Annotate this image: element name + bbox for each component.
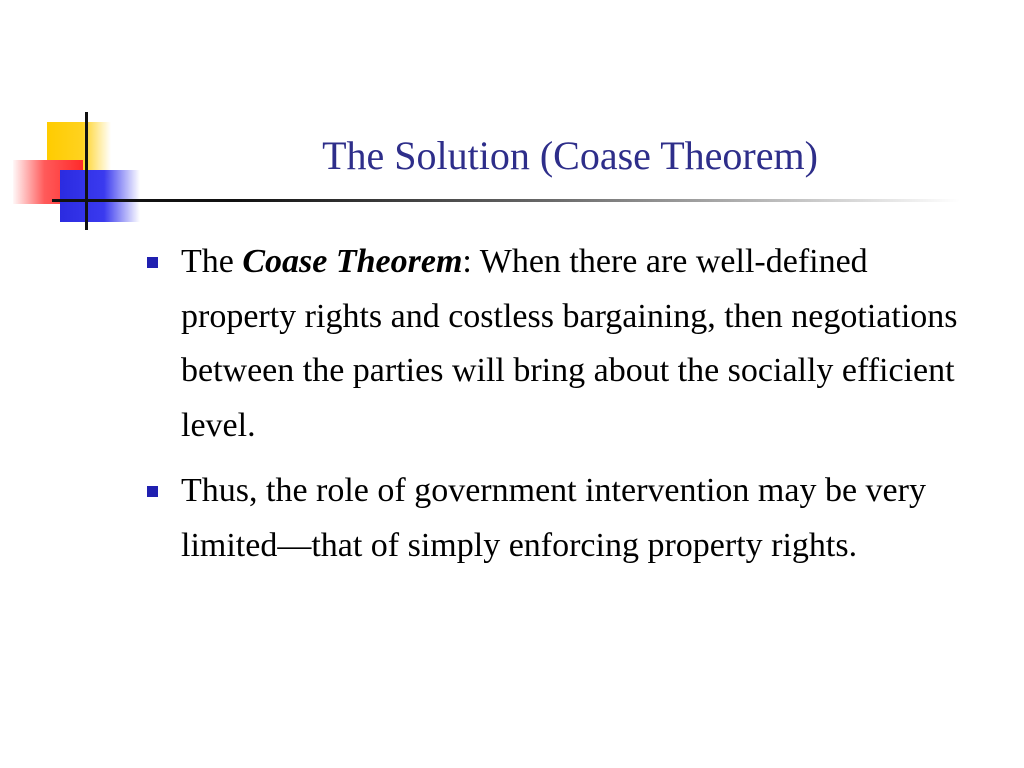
bullet-item-coase-theorem [143,235,973,453]
decorative-vertical-line [85,112,88,230]
bullet-prefix: The [181,243,243,280]
slide-title: The Solution (Coase Theorem) [322,133,818,178]
square-bullet-icon [147,257,158,268]
bullet-text: Thus, the role of government intervention may be very limited—that of simply enforcing property rights. [181,472,926,564]
bullet-term: Coase Theorem [242,243,463,280]
bullet-item-government-role [143,464,973,573]
title-underline-divider [52,199,960,202]
square-bullet-icon [147,486,158,497]
decorative-blue-square [60,170,140,222]
bullet-text: : When there are well-defined property rights and costless bargaining, then negotiations between the parties will bring about the socially efficient level. [181,243,958,444]
bullet-list [143,235,973,584]
